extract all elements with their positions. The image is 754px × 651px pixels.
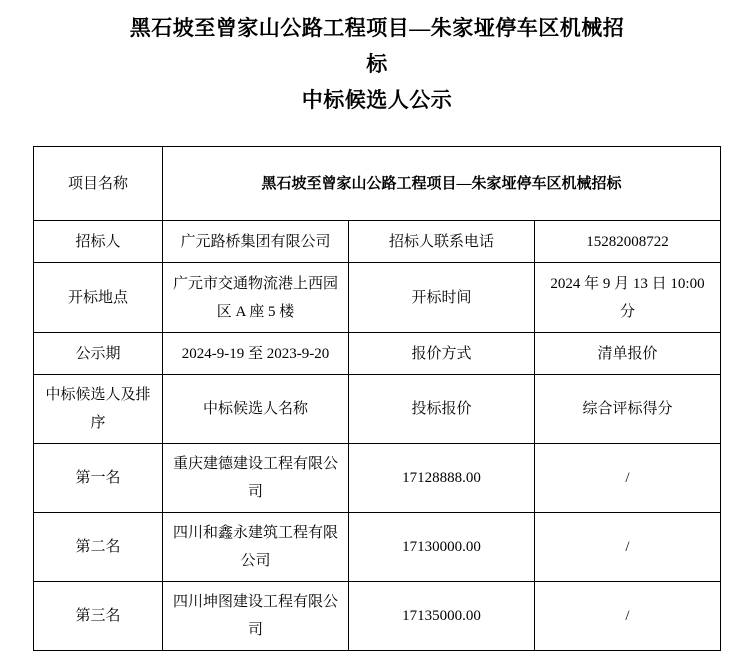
candidate-price-2: 17130000.00 xyxy=(349,513,535,582)
row-value-bid-opening-time: 2024 年 9 月 13 日 10:00 分 xyxy=(535,263,721,333)
row-value-tenderer-phone: 15282008722 xyxy=(535,221,721,263)
row-label-publicity-period: 公示期 xyxy=(34,333,163,375)
row-label-bid-opening-place: 开标地点 xyxy=(34,263,163,333)
candidate-rank-3: 第三名 xyxy=(34,582,163,651)
row-value-publicity-period: 2024-9-19 至 2023-9-20 xyxy=(163,333,349,375)
table-row xyxy=(34,444,721,513)
row-label-tenderer-phone: 招标人联系电话 xyxy=(349,221,535,263)
row-label-bid-opening-time: 开标时间 xyxy=(349,263,535,333)
row-label-project-name: 项目名称 xyxy=(34,147,163,221)
table-row xyxy=(34,263,721,333)
page-title xyxy=(0,0,754,82)
candidates-header-name: 中标候选人名称 xyxy=(163,375,349,444)
candidate-name-3: 四川坤图建设工程有限公司 xyxy=(163,582,349,651)
row-value-tenderer: 广元路桥集团有限公司 xyxy=(163,221,349,263)
table-row xyxy=(34,221,721,263)
page-subtitle: 中标候选人公示 xyxy=(301,88,453,112)
table-row xyxy=(34,147,721,221)
table-row xyxy=(34,333,721,375)
page-title-line2: 标 xyxy=(366,52,388,76)
candidates-header-price: 投标报价 xyxy=(349,375,535,444)
candidate-price-1: 17128888.00 xyxy=(349,444,535,513)
table-row xyxy=(34,582,721,651)
info-table xyxy=(33,146,721,651)
table-row-candidates-header xyxy=(34,375,721,444)
candidates-header-score: 综合评标得分 xyxy=(535,375,721,444)
row-value-quotation-method: 清单报价 xyxy=(535,333,721,375)
row-label-quotation-method: 报价方式 xyxy=(349,333,535,375)
table-row xyxy=(34,513,721,582)
row-value-bid-opening-place: 广元市交通物流港上西园区 A 座 5 楼 xyxy=(163,263,349,333)
page-title-line1: 黑石坡至曾家山公路工程项目—朱家垭停车区机械招 xyxy=(129,16,625,40)
candidate-rank-1: 第一名 xyxy=(34,444,163,513)
candidate-score-3: / xyxy=(535,582,721,651)
candidate-name-1: 重庆建德建设工程有限公司 xyxy=(163,444,349,513)
candidate-price-3: 17135000.00 xyxy=(349,582,535,651)
candidate-rank-2: 第二名 xyxy=(34,513,163,582)
candidate-name-2: 四川和鑫永建筑工程有限公司 xyxy=(163,513,349,582)
candidates-header-label: 中标候选人及排序 xyxy=(34,375,163,444)
info-table-wrapper xyxy=(0,146,754,651)
row-value-project-name: 黑石坡至曾家山公路工程项目—朱家垭停车区机械招标 xyxy=(163,147,721,221)
candidate-score-2: / xyxy=(535,513,721,582)
row-label-tenderer: 招标人 xyxy=(34,221,163,263)
candidate-score-1: / xyxy=(535,444,721,513)
